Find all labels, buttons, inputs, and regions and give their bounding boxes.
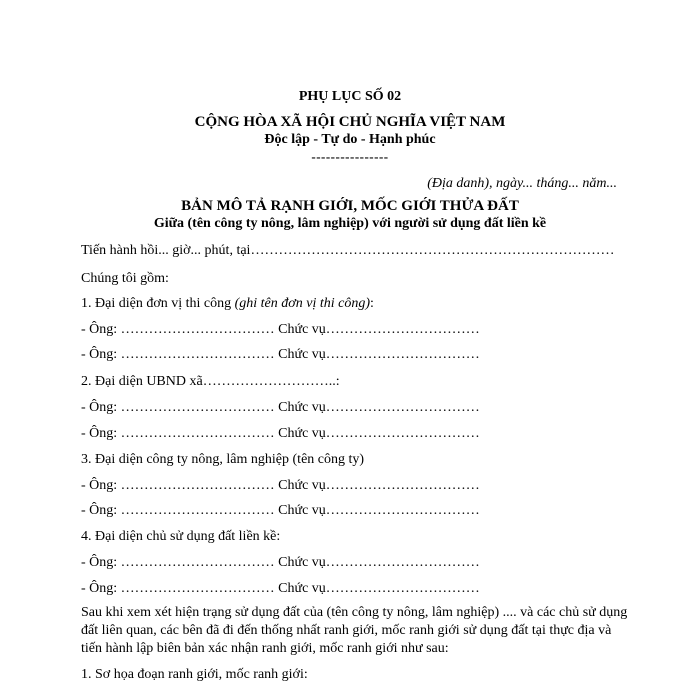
rep1-label xyxy=(81,295,374,313)
rep3-person-2: - Ông: …………………………… Chức vụ…………………………… xyxy=(81,503,480,518)
place-date-line: (Địa danh), ngày... tháng... năm... xyxy=(427,176,617,191)
participants-intro: Chúng tôi gồm: xyxy=(81,271,169,286)
rep3-person-1: - Ông: …………………………… Chức vụ…………………………… xyxy=(81,478,480,493)
rep1-label-colon: : xyxy=(370,296,374,311)
country-name: CỘNG HÒA XÃ HỘI CHỦ NGHĨA VIỆT NAM xyxy=(194,114,506,130)
document-title: BẢN MÔ TẢ RẠNH GIỚI, MỐC GIỚI THỬA ĐẤT xyxy=(181,198,519,214)
rep3-label: 3. Đại diện công ty nông, lâm nghiệp (tên công ty) xyxy=(81,452,365,467)
closing-paragraph: Sau khi xem xét hiện trạng sử dụng đất của (tên công ty nông, lâm nghiệp) .... và các chủ sử dụng đất liên quan, các bên đã đi đến thống nhất ranh giới, mốc ranh giới sử dụng đất tại thực địa và tiến hành lập biên bản xác nhận ranh giới, mốc ranh giới như sau: xyxy=(81,605,628,656)
rep4-label: 4. Đại diện chủ sử dụng đất liền kề: xyxy=(81,529,281,544)
sketch-heading: 1. Sơ họa đoạn ranh giới, mốc ranh giới: xyxy=(81,667,308,682)
rep2-person-1: - Ông: …………………………… Chức vụ…………………………… xyxy=(81,400,480,415)
rep4-person-1: - Ông: …………………………… Chức vụ…………………………… xyxy=(81,555,480,570)
document-subtitle: Giữa (tên công ty nông, lâm nghiệp) với người sử dụng đất liền kề xyxy=(153,216,547,231)
rep4-person-2: - Ông: …………………………… Chức vụ…………………………… xyxy=(81,581,480,596)
appendix-title: PHỤ LỤC SỐ 02 xyxy=(298,89,402,104)
rep1-label-text: 1. Đại diện đơn vị thi công xyxy=(81,296,235,311)
motto-separator: ---------------- xyxy=(311,149,389,164)
rep2-label: 2. Đại diện UBND xã………………………..: xyxy=(81,374,340,389)
rep2-person-2: - Ông: …………………………… Chức vụ…………………………… xyxy=(81,426,480,441)
national-motto: Độc lập - Tự do - Hạnh phúc xyxy=(264,132,436,147)
rep1-label-note: (ghi tên đơn vị thi công) xyxy=(234,296,370,311)
meeting-time-line: Tiến hành hồi... giờ... phút, tại…………………………………………………………………… xyxy=(81,243,615,258)
rep1-person-2: - Ông: …………………………… Chức vụ…………………………… xyxy=(81,347,480,362)
rep1-person-1: - Ông: …………………………… Chức vụ…………………………… xyxy=(81,322,480,337)
